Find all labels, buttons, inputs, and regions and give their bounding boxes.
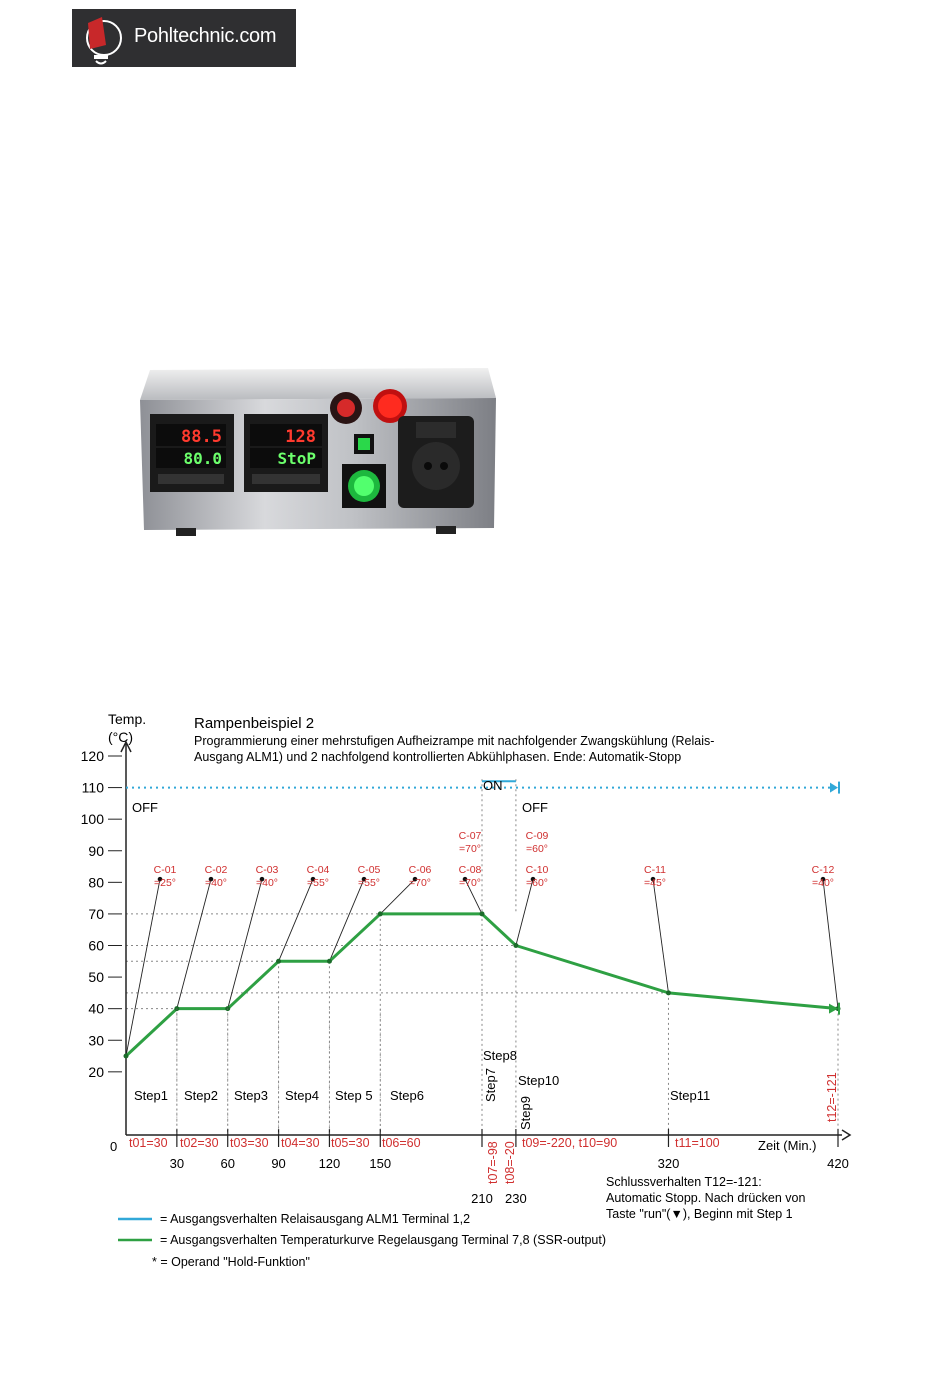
- setpoint-c10-name: C-10: [525, 864, 549, 876]
- step10-label: Step10: [518, 1073, 560, 1088]
- setpoint-c05-value: =55°: [357, 877, 381, 889]
- chart-title: Rampenbeispiel 2: [194, 715, 315, 732]
- setpoint-leader: [653, 879, 668, 993]
- step8-label: Step8: [483, 1048, 517, 1063]
- setpoint-c07-value: =70°: [458, 843, 482, 855]
- step7-label: Step7: [483, 1068, 498, 1102]
- step3-label: Step3: [234, 1088, 268, 1103]
- setpoint-c11-name: C-11: [644, 864, 666, 876]
- relay-on: ON: [483, 778, 503, 793]
- time-t06: t06=60: [382, 1136, 421, 1150]
- step4-label: Step4: [285, 1088, 319, 1103]
- time-t08: t08=-20: [503, 1141, 517, 1184]
- step-labels: [134, 1048, 710, 1130]
- temperature-point: [480, 911, 485, 916]
- time-t01: t01=30: [129, 1136, 168, 1150]
- setpoint-c07-name: C-07: [458, 830, 482, 842]
- y-tick-label: 20: [88, 1063, 104, 1080]
- time-t02: t02=30: [180, 1136, 219, 1150]
- setpoint-c04-value: =55°: [306, 877, 330, 889]
- origin-label: 0: [110, 1139, 118, 1154]
- setpoint-c01-name: C-01: [153, 864, 177, 876]
- y-tick-label: 30: [88, 1032, 104, 1049]
- relay-end-arrow: [830, 783, 838, 793]
- final-behaviour-note: [606, 1175, 805, 1221]
- logo-text: Pohltechnic.com: [134, 25, 277, 47]
- controller-device-photo: [136, 368, 500, 543]
- setpoint-c04-name: C-04: [306, 864, 330, 876]
- setpoint-labels: [154, 830, 835, 889]
- temperature-point: [327, 959, 332, 964]
- final-note-line3: Taste "run"(▼), Beginn mit Step 1: [606, 1207, 793, 1221]
- legend-temperature-text: = Ausgangsverhalten Temperaturkurve Regelausgang Terminal 7,8 (SSR-output): [160, 1233, 606, 1247]
- x-tick-label: 90: [271, 1156, 286, 1171]
- chart-subtitle-line2: Ausgang ALM1) und 2 nachfolgend kontrollierten Abkühlphasen. Ende: Automatik-Stopp: [194, 750, 682, 764]
- step5-label: Step 5: [335, 1088, 373, 1103]
- y-ticks: [81, 748, 122, 1080]
- setpoint-leader: [228, 879, 262, 1008]
- x-axis-arrow: [842, 1130, 850, 1140]
- y-axis-label-line1: Temp.: [108, 711, 147, 727]
- y-tick-label: 120: [80, 748, 104, 764]
- y-tick-label: 90: [88, 842, 104, 859]
- setpoint-c02-value: =40°: [204, 877, 228, 889]
- time-t05: t05=30: [331, 1136, 370, 1150]
- time-t04: t04=30: [281, 1136, 320, 1150]
- setpoint-leader: [279, 879, 313, 961]
- right-display-bottom: StoP: [277, 449, 316, 468]
- left-display-top: 88.5: [181, 427, 222, 447]
- temperature-point: [513, 943, 518, 948]
- x-tick-label: 60: [220, 1156, 235, 1171]
- step2-label: Step2: [184, 1088, 218, 1103]
- light-bulb-icon: [76, 9, 134, 67]
- temperature-point: [378, 911, 383, 916]
- temperature-point: [225, 1006, 230, 1011]
- legend: [118, 1212, 606, 1269]
- step11-label: Step11: [670, 1088, 711, 1103]
- x-tick-label: 420: [827, 1156, 849, 1171]
- final-note-line1: Schlussverhalten T12=-121:: [606, 1175, 762, 1189]
- setpoint-c03-value: =40°: [255, 877, 279, 889]
- setpoint-c03-name: C-03: [255, 864, 279, 876]
- final-note-line2: Automatic Stopp. Nach drücken von: [606, 1191, 806, 1205]
- setpoint-c06-value: =70°: [408, 877, 432, 889]
- temperature-point: [666, 990, 671, 995]
- x-tick-label: 210: [471, 1191, 493, 1206]
- y-tick-label: 80: [88, 874, 104, 891]
- setpoint-c09-value: =60°: [525, 843, 549, 855]
- setpoint-c08-name: C-08: [458, 864, 482, 876]
- temperature-end-arrow: [829, 1004, 838, 1014]
- setpoint-c08-value: =70°: [458, 877, 482, 889]
- setpoint-leader: [823, 879, 838, 1008]
- setpoint-c10-value: =60°: [525, 877, 549, 889]
- y-tick-label: 100: [80, 811, 104, 828]
- setpoint-c02-name: C-02: [204, 864, 228, 876]
- setpoint-c05-name: C-05: [357, 864, 381, 876]
- chart-subtitle-line1: Programmierung einer mehrstufigen Aufheizrampe mit nachfolgender Zwangskühlung (Relais-: [194, 734, 715, 748]
- setpoint-c12-name: C-12: [811, 864, 835, 876]
- temperature-point: [174, 1006, 179, 1011]
- temperature-point: [124, 1054, 129, 1059]
- setpoint-c11-value: =45°: [643, 877, 667, 889]
- relay-off-right: OFF: [522, 800, 548, 815]
- left-display-bottom: 80.0: [183, 449, 222, 468]
- y-tick-label: 40: [88, 1000, 104, 1017]
- y-tick-label: 70: [88, 905, 104, 922]
- time-t09-t10: t09=-220, t10=90: [522, 1136, 618, 1150]
- setpoint-leader: [516, 879, 533, 945]
- setpoint-leader: [329, 879, 364, 961]
- y-tick-label: 110: [81, 779, 104, 796]
- step1-label: Step1: [134, 1088, 168, 1103]
- temperature-point: [276, 959, 281, 964]
- step6-label: Step6: [390, 1088, 424, 1103]
- ramp-chart: [0, 690, 950, 1290]
- y-tick-label: 60: [88, 937, 104, 954]
- legend-relay-text: = Ausgangsverhalten Relaisausgang ALM1 Terminal 1,2: [160, 1212, 471, 1226]
- step9-label: Step9: [518, 1096, 533, 1130]
- time-t11: t11=100: [675, 1136, 720, 1150]
- x-tick-label: 30: [169, 1156, 185, 1171]
- footnote: * = Operand "Hold-Funktion": [152, 1255, 310, 1269]
- pohltechnic-logo: [72, 9, 296, 67]
- x-tick-label: 150: [369, 1156, 392, 1171]
- setpoint-leader: [177, 879, 211, 1008]
- x-tick-label: 120: [318, 1156, 341, 1171]
- grid-lines: [126, 779, 838, 1135]
- y-tick-label: 50: [88, 969, 104, 986]
- y-axis-label-line2: (°C): [108, 729, 134, 745]
- x-axis-label: Zeit (Min.): [758, 1138, 817, 1153]
- time-t12: t12=-121: [825, 1072, 839, 1122]
- time-t07: t07=-98: [486, 1141, 500, 1184]
- right-display-top: 128: [285, 427, 316, 447]
- time-t03: t03=30: [230, 1136, 269, 1150]
- x-tick-label: 230: [505, 1191, 527, 1206]
- x-tick-label: 320: [657, 1156, 680, 1171]
- setpoint-c06-name: C-06: [408, 864, 432, 876]
- relay-off-left: OFF: [132, 800, 158, 815]
- setpoint-c01-value: =25°: [153, 877, 177, 889]
- setpoint-c09-name: C-09: [525, 830, 549, 842]
- setpoint-c12-value: =40°: [811, 877, 835, 889]
